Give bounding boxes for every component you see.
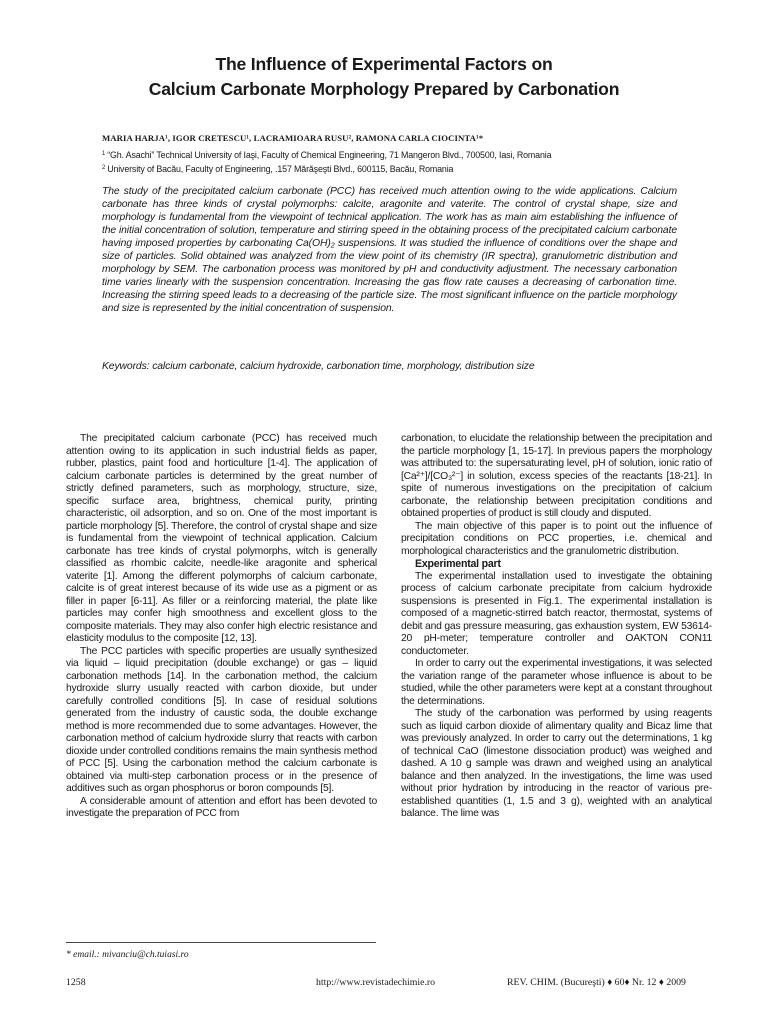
paragraph: carbonation, to elucidate the relationship between the precipitation and the particle morphology [1, 15-17]. In previous papers the morphology was attributed to: the supersaturating level, pH of solution, ionic ratio of [Ca²⁺]/[CO₃²⁻] in solution, excess species of the reactants [18-21]. In spite of numerous investigations on the precipitation of calcium carbonate, the relationship between precipitation conditions and obtained properties of product is still cloudy and disputed. [401,433,712,519]
affiliation-1-mark: 1 [102,151,106,157]
affiliation-2-mark: 2 [102,165,106,171]
author-list: MARIA HARJA¹, IGOR CRETESCU¹, LACRAMIOARA RUSU², RAMONA CARLA CIOCINTA¹* [102,133,484,143]
section-heading-experimental: Experimental part [415,558,501,570]
affiliation-1-text: “Gh. Asachi” Technical University of Iaşi, Faculty of Chemical Engineering, 71 Mangeron Blvd., 700500, Iasi, Romania [107,150,552,160]
paragraph: The PCC particles with specific properties are usually synthesized via liquid – liquid precipitation (double exchange) or gas – liquid carbonation methods [14]. In the carbonation method, the calcium hydroxide slurry usually reacted with carbon dioxide, but under carefully controlled conditions [5]. In case of residual solutions generated from the industry of caustic soda, the double exchange method is more recommended due to some advantages. However, the carbonation method of calcium hydroxide slurry that reacts with carbon dioxide under controlled conditions remains the main synthesis method of PCC [5]. Using the carbonation method the calcium carbonate is obtained via multi-step carbonation process or in the presence of additives such as organ phosphorus or boron compounds [5]. [66,645,377,794]
paragraph: The study of the carbonation was performed by using reagents such as liquid carbon dioxide of alimentary quality and Bicaz lime that was previously analyzed. In order to carry out the determinations, 1 kg of technical CaO (limestone dissociation product) was weighed and dashed. A 10 g sample was drawn and weighed using an analytical balance and then analyzed. In the investigations, the lime was used without prior hydration by introducing in the reactor of various pre-established quantities (1, 1.5 and 3 g), weighted with an analytical balance. The lime was [401,708,712,819]
abstract: The study of the precipitated calcium carbonate (PCC) has received much attention owing to the wide applications. Calcium carbonate has three kinds of crystal polymorphs: calcite, aragonite and vaterite. The control of crystal shape, size and morphology is fundamental from the viewpoint of technical application. The work has as main aim establishing the influence of the initial concentration of solution, temperature and stirring speed in the obtaining process of the precipitated calcium carbonate having imposed properties by carbonating Ca(OH)₂ suspensions. It was studied the influence of conditions over the shape and size of particles. Solid obtained was analyzed from the view point of its chemistry (IR spectra), granulometric distribution and morphology by SEM. The carbonation process was monitored by pH and conductivity adjustment. The necessary carbonation time varies linearly with the suspension concentration. Increasing the gas flow rate causes a decreasing of carbonation time. Increasing the stirring speed leads to a decreasing of the particle size. The most significant influence on the particle morphology and size is represented by the initial concentration of suspension. [102,186,677,314]
footnote-divider [66,942,376,943]
paragraph: A considerable amount of attention and effort has been devoted to investigate the preparation of PCC from [66,795,377,819]
body-column-left [66,433,377,821]
journal-citation: REV. CHIM. (Bucureşti) ♦ 60♦ Nr. 12 ♦ 2009 [507,977,686,988]
title-line-2: Calcium Carbonate Morphology Prepared by Carbonation [148,79,620,99]
affiliation-2-text: University of Bacău, Faculty of Engineering, .157 Mărăşeşti Blvd., 600115, Bacău, Romania [107,164,454,174]
paper-title [40,52,728,102]
journal-url: http://www.revistadechimie.ro [316,977,436,988]
corresponding-email-footnote: * email.: mivanciu@ch.tuiasi.ro [66,950,189,960]
body-column-right [401,433,712,821]
paragraph: The main objective of this paper is to point out the influence of precipitation conditions on PCC properties, i.e. chemical and morphological characteristics and the granulometric distribution. [401,520,712,557]
affiliation-1 [102,150,722,160]
paragraph: The precipitated calcium carbonate (PCC) has received much attention owing to its application in such industrial fields as paper, rubber, plastics, paint food and horticulture [1-4]. The application of calcium carbonate particles is determined by the great number of strictly defined parameters, such as morphology, structure, size, specific surface area, brightness, chemical purity, printing characteristic, oil adsorption, and so on. One of the most important is particle morphology [5]. Therefore, the control of crystal shape and size is fundamental from the viewpoint of technical application. Calcium carbonate has tree kinds of crystal polymorphs, witch is generally classified as rhombic calcite, needle-like aragonite and spherical vaterite [1]. Among the different polymorphs of calcium carbonate, calcite is of great interest because of its wide use as a pigment or as filler in paper [6-11]. As filler or a reinforcing material, the plate like particles may confer high smoothness and excellent gloss to the composite materials. They may also confer high electric resistance and elasticity modulus to the composite [12, 13]. [66,433,377,644]
title-line-1: The Influence of Experimental Factors on [215,54,553,74]
affiliation-2 [102,164,722,174]
paragraph: In order to carry out the experimental investigations, it was selected the variation range of the parameter whose influence is about to be studied, while the other parameters were kept at a constant throughout the determinations. [401,658,712,707]
page-number: 1258 [66,977,86,988]
keywords: Keywords: calcium carbonate, calcium hydroxide, carbonation time, morphology, distribution size [102,361,535,372]
paragraph: The experimental installation used to investigate the obtaining process of calcium carbonate precipitate from calcium hydroxide suspensions is presented in Fig.1. The experimental installation is composed of a magnetic-stirred batch reactor, thermostat, systems of debit and gas pressure measuring, gas exhaustion system, EW 53614-20 pH-meter; temperature controller and OAKTON CON11 conductometer. [401,570,712,657]
